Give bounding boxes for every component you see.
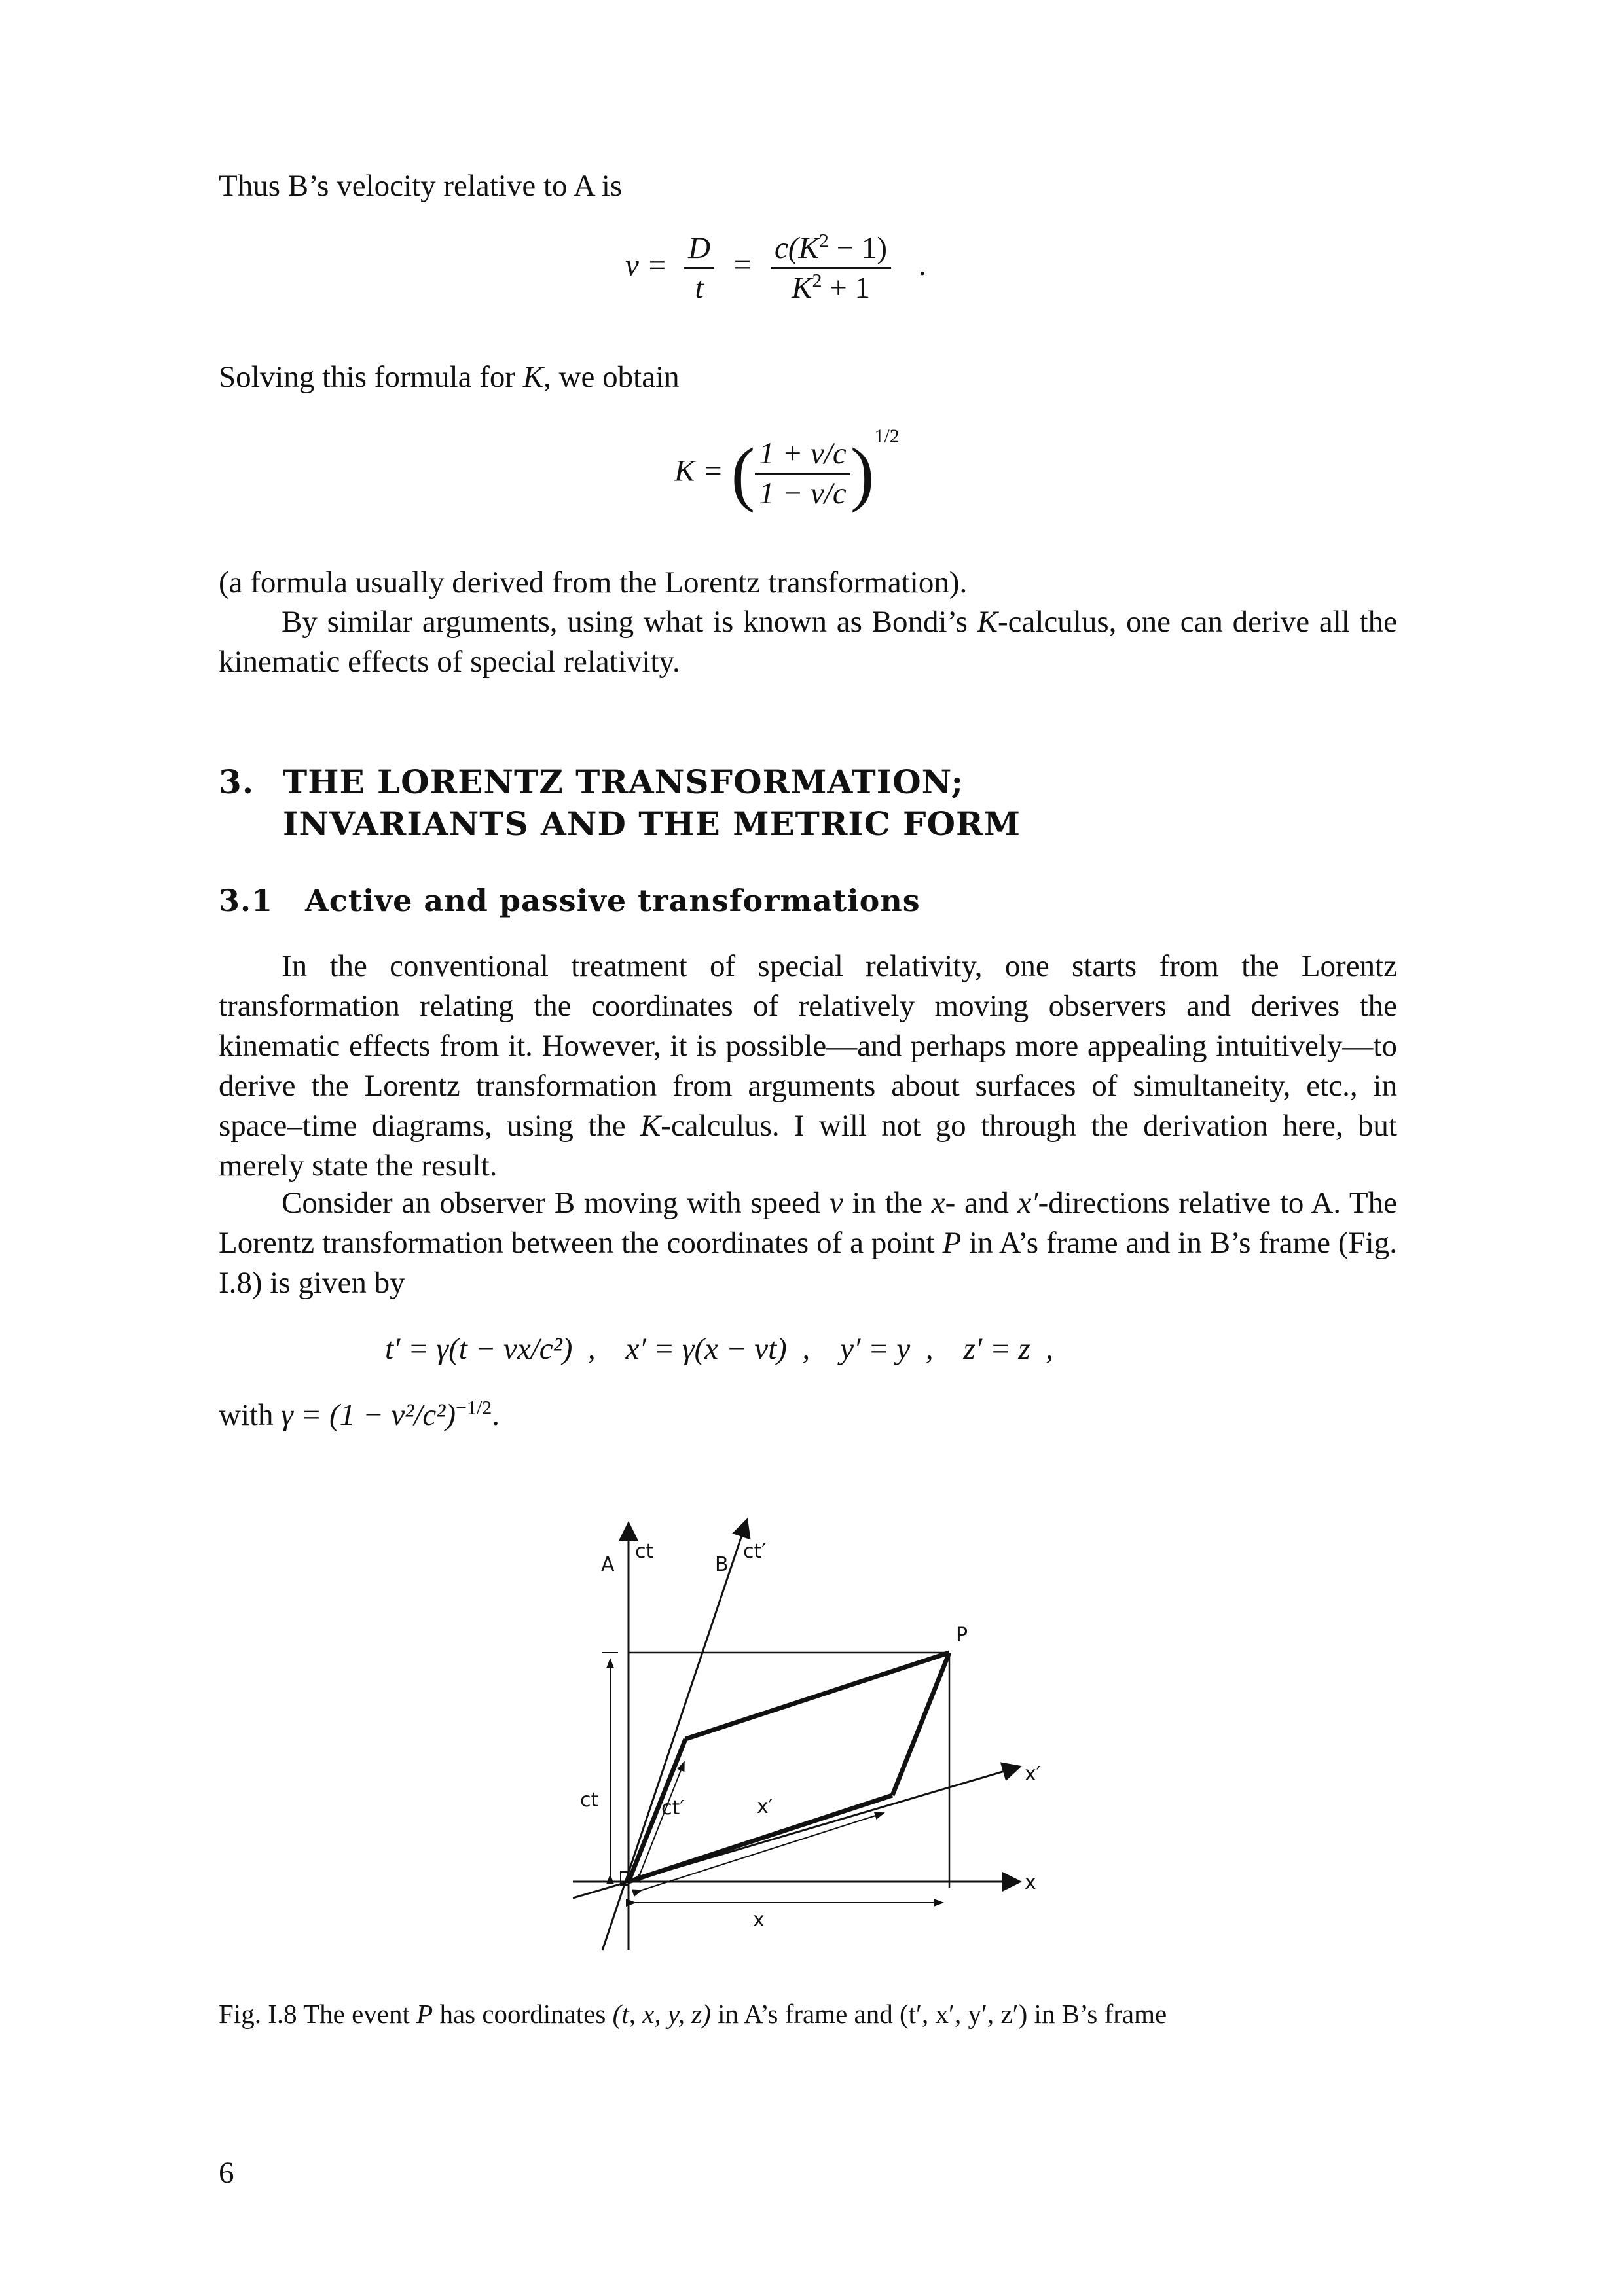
eq3-t: t′ = γ(t − vx/c²) ,: [385, 1332, 596, 1366]
eq2-num: 1 + v/c: [759, 437, 847, 471]
section-number: 3.: [219, 762, 255, 801]
gamma-line: [219, 1395, 500, 1435]
section-title-line2: INVARIANTS AND THE METRIC FORM: [283, 804, 1021, 843]
caption-c: in A’s frame and: [710, 1999, 900, 2029]
eq2-exp: 1/2: [874, 425, 900, 447]
eq1-lhs: v =: [625, 248, 668, 283]
para2-a: Consider an observer B moving with speed: [282, 1186, 830, 1220]
para1-var: K: [640, 1109, 661, 1143]
label-xp-dim: x′: [757, 1795, 773, 1818]
equation-k: [674, 425, 900, 515]
solving-var: K: [522, 360, 544, 394]
formula-note: (a formula usually derived from the Lorentz transformation).: [219, 565, 968, 600]
caption-b: has coordinates: [433, 1999, 613, 2029]
caption-fig: Fig. I.8: [219, 1999, 297, 2029]
gamma-expr: γ = (1 − v²/c²): [281, 1398, 456, 1432]
solving-line: [219, 357, 680, 397]
eq1-den1: t: [684, 267, 714, 306]
label-xp-axis: x′: [1025, 1763, 1041, 1785]
gamma-with: with: [219, 1398, 282, 1432]
eq1-frac1: [684, 230, 714, 306]
eq1-num1: D: [688, 231, 711, 265]
eq3-y: y′ = y ,: [840, 1332, 934, 1366]
label-B: B: [715, 1553, 729, 1576]
intro-line: Thus B’s velocity relative to A is: [219, 169, 623, 203]
solving-end: , we obtain: [543, 360, 680, 394]
para2-P: P: [942, 1226, 962, 1260]
para2-e: in A’s frame and in B’s frame (Fig. I.8) is given by: [219, 1226, 1397, 1300]
label-ctp: ct′: [743, 1540, 767, 1563]
ctp-axis: [602, 1522, 746, 1950]
label-ct: ct: [635, 1540, 654, 1563]
equation-lorentz: [385, 1331, 1053, 1367]
eq1-den2a: K: [792, 271, 812, 305]
label-A: A: [601, 1553, 615, 1576]
label-P: P: [956, 1624, 968, 1647]
page-number: 6: [219, 2156, 234, 2190]
parallelogram-right-edge: [892, 1653, 949, 1795]
subsection-title: Active and passive transformations: [305, 883, 921, 918]
paragraph-observer: [219, 1183, 1397, 1303]
para2-xp: x′: [1017, 1186, 1038, 1220]
bondi-var: K: [977, 605, 998, 639]
para2-b: in the: [843, 1186, 932, 1220]
para2-v: v: [829, 1186, 843, 1220]
label-x-axis: x: [1025, 1871, 1036, 1894]
caption-a: The event: [297, 1999, 417, 2029]
eq1-num2a: c(K: [775, 231, 819, 265]
label-x-dim: x: [753, 1909, 765, 1931]
caption-d: in B’s frame: [1027, 1999, 1167, 2029]
para2-x: x: [931, 1186, 945, 1220]
eq2-frac: [755, 436, 850, 511]
caption-coords1: (t, x, y, z): [612, 1999, 711, 2029]
para1-a: In the conventional treatment of special relativity, one starts from the Lorentz transformation relating the coordinates of relatively moving observers and derives the kinematic effects from it. However, it is possible—and perhaps more appealing intuitively—to derive the Lorentz transformation from arguments about surfaces of simultaneity, etc., in space–time diagrams, using the: [219, 949, 1397, 1143]
label-ctp-dim: ct′: [661, 1797, 685, 1820]
equation-velocity: [625, 230, 926, 306]
para2-d: -directions relative to A. The Lorentz transformation between the coordinates of a point: [219, 1186, 1397, 1260]
eq3-z: z′ = z ,: [963, 1332, 1053, 1366]
spacetime-diagram: [537, 1505, 1074, 1964]
eq1-frac2: $\frac{c(K^2 - 1)}{K^2 + 1}$: [771, 230, 891, 306]
eq2-den: 1 − v/c: [755, 473, 850, 511]
eq1-den2b: + 1: [822, 271, 870, 305]
eq1-period: .: [918, 248, 926, 283]
gamma-end: .: [492, 1398, 500, 1432]
xp-dimension: [642, 1813, 884, 1890]
solving-text: Solving this formula for: [219, 360, 523, 394]
section-title-line1: THE LORENTZ TRANSFORMATION;: [283, 762, 964, 801]
paragraph-lorentz-intro: [219, 946, 1397, 1186]
subsection-number: 3.1: [219, 883, 274, 918]
eq1-num2b: − 1): [828, 231, 888, 265]
eq2-lhs: K =: [674, 454, 723, 488]
bondi-paragraph: [219, 602, 1397, 682]
label-ct-dim: ct: [580, 1789, 599, 1812]
bondi-b: -calculus, one can derive all the kinematic effects of special relativity.: [219, 605, 1397, 679]
para2-c: - and: [945, 1186, 1018, 1220]
eq1-equals: =: [733, 248, 752, 283]
parallelogram-top-edge: [685, 1653, 949, 1739]
gamma-exp: −1/2: [456, 1397, 492, 1419]
eq2-lparen: (: [731, 433, 756, 513]
eq2-rparen: ): [850, 433, 875, 513]
caption-coords2: (t′, x′, y′, z′): [899, 1999, 1028, 2029]
bondi-a: By similar arguments, using what is known as Bondi’s: [282, 605, 977, 639]
eq3-x: x′ = γ(x − vt) ,: [625, 1332, 811, 1366]
para1-b: -calculus. I will not go through the derivation here, but merely state the result.: [219, 1109, 1397, 1183]
figure-caption: [219, 1996, 1167, 2032]
caption-P: P: [416, 1999, 433, 2029]
